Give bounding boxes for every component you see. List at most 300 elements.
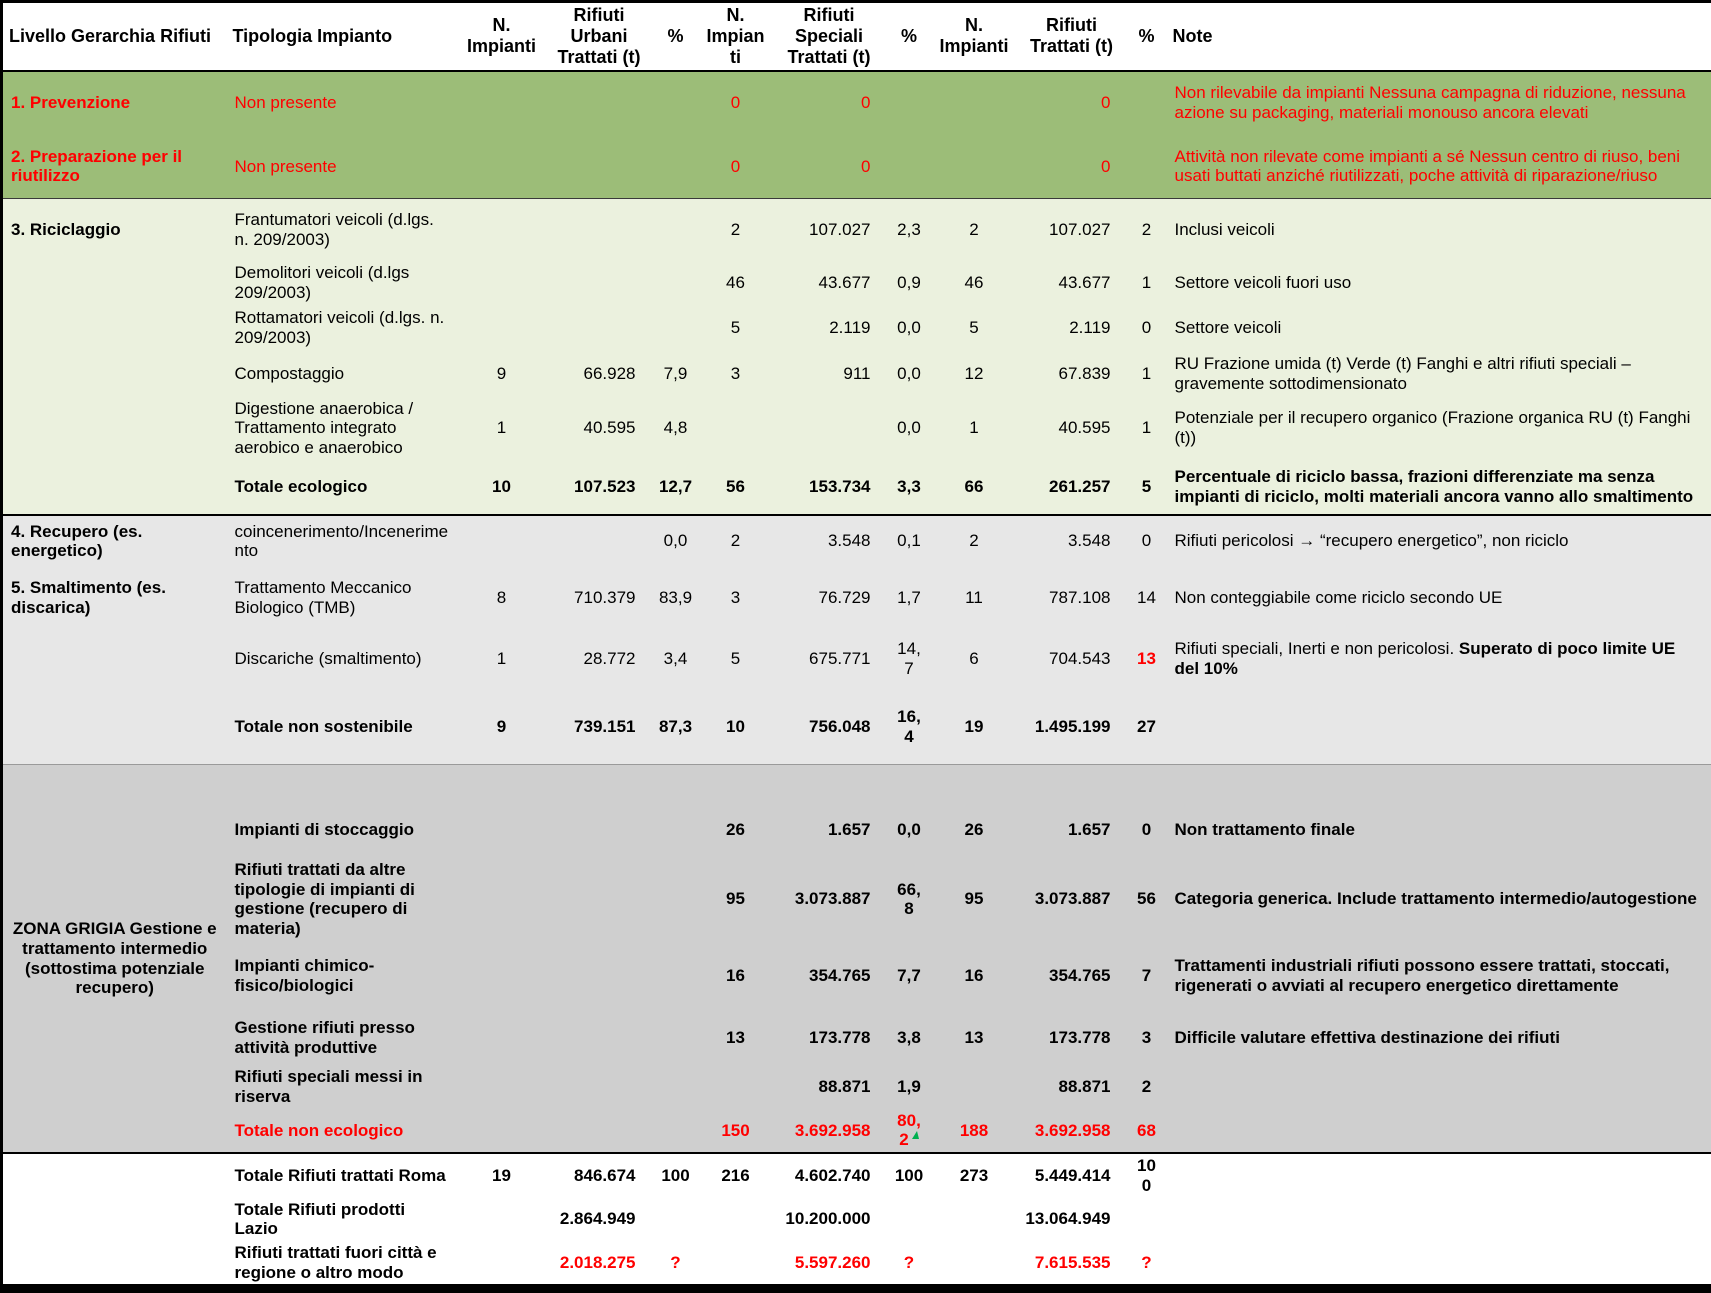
cell-text: 3.073.887: [795, 889, 871, 908]
cell-text: Rifiuti speciali, Inerti e non pericolosi.: [1175, 639, 1459, 658]
cell-n3: [932, 351, 1017, 397]
cell-tipologia: [227, 1011, 457, 1065]
cell-p2: [887, 1011, 932, 1065]
cell-text: RU Frazione umida (t) Verde (t) Fanghi e altri rifiuti speciali – gravemente sottodimensionato: [1175, 354, 1631, 393]
cell-text: 3,3: [897, 477, 921, 496]
cell-n2: [700, 351, 772, 397]
cell-speciali: [772, 1241, 887, 1289]
cell-text: Totale ecologico: [235, 477, 368, 496]
cell-trattati: [1017, 460, 1127, 515]
cell-p2: [887, 858, 932, 941]
cell-livello: [2, 629, 227, 689]
cell-text: 43.677: [1059, 273, 1111, 292]
cell-p3: [1127, 1065, 1167, 1109]
cell-text: 0: [861, 157, 870, 176]
cell-text: 150: [721, 1121, 749, 1140]
cell-p1: [652, 515, 700, 567]
cell-p2: [887, 941, 932, 1011]
cell-text: Gestione rifiuti presso attività produttive: [235, 1018, 415, 1057]
cell-text: 43.677: [819, 273, 871, 292]
cell-text: 1,7: [897, 588, 921, 607]
cell-note: [1167, 397, 1711, 460]
cell-speciali: [772, 765, 887, 803]
cell-n2: [700, 1065, 772, 1109]
cell-trattati: [1017, 941, 1127, 1011]
cell-speciali: [772, 397, 887, 460]
cell-urbani: [547, 460, 652, 515]
cell-note: [1167, 71, 1711, 135]
cell-text: 2: [1142, 1077, 1151, 1096]
cell-text: 87,3: [659, 717, 692, 736]
cell-text: 0: [1142, 318, 1151, 337]
cell-text: 2.119: [829, 318, 870, 337]
cell-n3: [932, 1241, 1017, 1289]
cell-n2: [700, 199, 772, 261]
cell-urbani: [547, 1065, 652, 1109]
cell-n1: [457, 1109, 547, 1153]
cell-speciali: [772, 1011, 887, 1065]
cell-tipologia: [227, 1198, 457, 1241]
cell-p3: [1127, 858, 1167, 941]
cell-text: 0,0: [897, 318, 921, 337]
cell-livello: [2, 199, 227, 261]
cell-text: Frantumatori veicoli (d.lgs. n. 209/2003): [235, 210, 434, 249]
cell-p2: [887, 1109, 932, 1153]
cell-note: [1167, 1011, 1711, 1065]
cell-speciali: [772, 135, 887, 199]
cell-p1: [652, 351, 700, 397]
cell-p1: [652, 305, 700, 351]
cell-text: 7,9: [664, 364, 688, 383]
cell-n2: [700, 71, 772, 135]
cell-livello: [2, 71, 227, 135]
column-header-n-impianti-urbani: N. Impianti: [457, 2, 547, 71]
cell-p3: [1127, 1241, 1167, 1289]
column-header-tipologia-impianto: Tipologia Impianto: [227, 2, 457, 71]
cell-tipologia: [227, 765, 457, 803]
table-row: [2, 1153, 1711, 1197]
table-row: [2, 765, 1711, 803]
cell-text: 26: [726, 820, 745, 839]
cell-p2: [887, 460, 932, 515]
cell-n1: [457, 199, 547, 261]
cell-text: 1: [497, 649, 506, 668]
cell-speciali: [772, 1065, 887, 1109]
cell-text: 19: [492, 1166, 511, 1185]
cell-p2: [887, 261, 932, 305]
cell-text: 19: [965, 717, 984, 736]
cell-n2: [700, 1241, 772, 1289]
cell-trattati: [1017, 199, 1127, 261]
cell-text: Compostaggio: [235, 364, 345, 383]
table-row: [2, 261, 1711, 305]
cell-n1: [457, 803, 547, 858]
cell-p3: [1127, 629, 1167, 689]
cell-text: 68: [1137, 1121, 1156, 1140]
cell-text: 3.692.958: [1035, 1121, 1111, 1140]
cell-p2: [887, 803, 932, 858]
cell-p3: [1127, 515, 1167, 567]
table-row: [2, 1241, 1711, 1289]
cell-note: [1167, 629, 1711, 689]
cell-text: 100: [1137, 1156, 1156, 1195]
cell-trattati: [1017, 765, 1127, 803]
cell-p1: [652, 1198, 700, 1241]
cell-p3: [1127, 305, 1167, 351]
cell-speciali: [772, 305, 887, 351]
cell-n3: [932, 858, 1017, 941]
cell-text: 5.449.414: [1035, 1166, 1111, 1185]
cell-n3: [932, 305, 1017, 351]
cell-p2: [887, 305, 932, 351]
cell-text: Non presente: [235, 157, 337, 176]
cell-tipologia: [227, 858, 457, 941]
cell-trattati: [1017, 1065, 1127, 1109]
cell-text: 88.871: [1059, 1077, 1111, 1096]
cell-urbani: [547, 135, 652, 199]
cell-p2: [887, 515, 932, 567]
cell-tipologia: [227, 629, 457, 689]
cell-p3: [1127, 135, 1167, 199]
cell-speciali: [772, 515, 887, 567]
column-header-rifiuti-speciali: Rifiuti Speciali Trattati (t): [772, 2, 887, 71]
cell-urbani: [547, 305, 652, 351]
cell-note: [1167, 261, 1711, 305]
cell-text: Settore veicoli fuori uso: [1175, 273, 1352, 292]
cell-text: 2: [969, 531, 978, 550]
cell-text: 0,9: [897, 273, 921, 292]
header-row: [2, 2, 1711, 71]
cell-text: 16,4: [897, 707, 921, 746]
cell-livello: [2, 765, 227, 1153]
cell-tipologia: [227, 460, 457, 515]
column-header-percent-speciali: %: [887, 2, 932, 71]
cell-note: [1167, 1241, 1711, 1289]
cell-text: 83,9: [659, 588, 692, 607]
cell-p2: [887, 567, 932, 629]
cell-text: 10: [726, 717, 745, 736]
cell-text: 3: [731, 588, 740, 607]
cell-text: 0: [1142, 820, 1151, 839]
cell-tipologia: [227, 351, 457, 397]
table-row: [2, 515, 1711, 567]
cell-text: Rifiuti trattati da altre tipologie di impianti di gestione (recupero di materia): [235, 860, 415, 938]
cell-p1: [652, 135, 700, 199]
cell-n2: [700, 1153, 772, 1197]
cell-text: 2: [969, 220, 978, 239]
cell-trattati: [1017, 397, 1127, 460]
cell-text: Trattamento Meccanico Biologico (TMB): [235, 578, 412, 617]
column-header-percent-totali: %: [1127, 2, 1167, 71]
cell-text: 56: [1137, 889, 1156, 908]
cell-text: 3.548: [1068, 531, 1111, 550]
cell-n3: [932, 1109, 1017, 1153]
cell-trattati: [1017, 803, 1127, 858]
cell-trattati: [1017, 261, 1127, 305]
column-header-n-impianti-speciali: N. Impianti: [700, 2, 772, 71]
cell-livello: [2, 305, 227, 351]
cell-text: 2: [1142, 220, 1151, 239]
cell-p1: [652, 629, 700, 689]
cell-text: Trattamenti industriali rifiuti possono essere trattati, stoccati, rigenerati o avviati al recupero energetico direttamente: [1175, 956, 1670, 995]
cell-urbani: [547, 858, 652, 941]
cell-text: 1: [969, 418, 978, 437]
cell-text: 14: [1137, 588, 1156, 607]
cell-p3: [1127, 765, 1167, 803]
cell-livello: [2, 567, 227, 629]
cell-text: 1.657: [1068, 820, 1111, 839]
cell-text: 188: [960, 1121, 988, 1140]
cell-tipologia: [227, 397, 457, 460]
cell-text: 5. Smaltimento (es. discarica): [11, 578, 166, 617]
cell-p3: [1127, 1109, 1167, 1153]
cell-text: 846.674: [574, 1166, 635, 1185]
cell-p1: [652, 941, 700, 1011]
cell-n3: [932, 71, 1017, 135]
cell-livello: [2, 351, 227, 397]
cell-note: [1167, 351, 1711, 397]
cell-text: 261.257: [1049, 477, 1110, 496]
cell-text: ?: [1141, 1253, 1151, 1272]
cell-text: 3.548: [828, 531, 871, 550]
cell-speciali: [772, 567, 887, 629]
cell-n2: [700, 858, 772, 941]
cell-text: 704.543: [1049, 649, 1110, 668]
cell-n2: [700, 1109, 772, 1153]
cell-text: 66: [965, 477, 984, 496]
cell-note: [1167, 460, 1711, 515]
cell-text: 5: [1142, 477, 1151, 496]
cell-note: [1167, 515, 1711, 567]
cell-n1: [457, 1065, 547, 1109]
cell-urbani: [547, 1109, 652, 1153]
cell-text: 0: [731, 93, 740, 112]
cell-text: 46: [726, 273, 745, 292]
cell-p2: [887, 1153, 932, 1197]
cell-text: 1.657: [828, 820, 871, 839]
cell-text: 0,0: [664, 531, 688, 550]
cell-text: coincenerimento/Incenerimento: [235, 522, 449, 561]
cell-text: 0: [1142, 531, 1151, 550]
cell-text: 8: [497, 588, 506, 607]
cell-n1: [457, 941, 547, 1011]
cell-text: 5: [731, 318, 740, 337]
cell-text: 1: [497, 418, 506, 437]
cell-text: 3.692.958: [795, 1121, 871, 1140]
cell-text: 1.495.199: [1035, 717, 1111, 736]
cell-tipologia: [227, 689, 457, 765]
cell-text: 16: [726, 966, 745, 985]
cell-n3: [932, 1011, 1017, 1065]
cell-text: 2. Preparazione per il riutilizzo: [11, 147, 182, 186]
cell-speciali: [772, 71, 887, 135]
cell-p1: [652, 1153, 700, 1197]
table-row: [2, 135, 1711, 199]
cell-p1: [652, 397, 700, 460]
cell-text: 3,4: [664, 649, 688, 668]
cell-n1: [457, 261, 547, 305]
cell-text: 0: [1101, 93, 1110, 112]
cell-tipologia: [227, 941, 457, 1011]
cell-urbani: [547, 941, 652, 1011]
cell-text: Non trattamento finale: [1175, 820, 1355, 839]
cell-p2: [887, 1241, 932, 1289]
cell-text: 7.615.535: [1035, 1253, 1111, 1272]
cell-text: Settore veicoli: [1175, 318, 1282, 337]
cell-p3: [1127, 689, 1167, 765]
cell-p2: [887, 71, 932, 135]
cell-p3: [1127, 1011, 1167, 1065]
cell-p2: [887, 689, 932, 765]
cell-text: 173.778: [1049, 1028, 1110, 1047]
cell-n2: [700, 629, 772, 689]
cell-trattati: [1017, 689, 1127, 765]
cell-n2: [700, 460, 772, 515]
cell-p1: [652, 1109, 700, 1153]
cell-text: 13: [965, 1028, 984, 1047]
cell-n1: [457, 1241, 547, 1289]
cell-speciali: [772, 1109, 887, 1153]
cell-n1: [457, 397, 547, 460]
cell-n3: [932, 765, 1017, 803]
table-row: [2, 1198, 1711, 1241]
cell-n3: [932, 1065, 1017, 1109]
cell-n3: [932, 567, 1017, 629]
cell-speciali: [772, 261, 887, 305]
table-row: [2, 71, 1711, 135]
cell-n1: [457, 1153, 547, 1197]
cell-text: 2: [731, 531, 740, 550]
cell-text: 76.729: [819, 588, 871, 607]
table-row: [2, 1065, 1711, 1109]
cell-n1: [457, 765, 547, 803]
table-row: [2, 1109, 1711, 1153]
cell-text: 100: [895, 1166, 923, 1185]
table-row: [2, 351, 1711, 397]
cell-text: Difficile valutare effettiva destinazione dei rifiuti: [1175, 1028, 1560, 1047]
cell-text: 11: [965, 588, 983, 607]
cell-text: 3: [1142, 1028, 1151, 1047]
cell-text: 273: [960, 1166, 988, 1185]
cell-n2: [700, 135, 772, 199]
cell-text: Totale Rifiuti prodotti Lazio: [235, 1200, 406, 1239]
cell-p1: [652, 858, 700, 941]
cell-p2: [887, 1198, 932, 1241]
cell-tipologia: [227, 515, 457, 567]
cell-n1: [457, 305, 547, 351]
cell-text: 95: [965, 889, 984, 908]
cell-text: 12: [965, 364, 984, 383]
cell-text: 3: [731, 364, 740, 383]
cell-text: 56: [726, 477, 745, 496]
table-row: [2, 305, 1711, 351]
cell-p2: [887, 135, 932, 199]
cell-text: 354.765: [1049, 966, 1110, 985]
cell-text: Rifiuti speciali messi in riserva: [235, 1067, 423, 1106]
cell-n1: [457, 71, 547, 135]
cell-urbani: [547, 629, 652, 689]
cell-livello: [2, 689, 227, 765]
cell-text: Non conteggiabile come riciclo secondo UE: [1175, 588, 1503, 607]
cell-tipologia: [227, 261, 457, 305]
cell-urbani: [547, 199, 652, 261]
cell-text: 13: [1137, 649, 1156, 668]
cell-speciali: [772, 941, 887, 1011]
cell-text: Totale Rifiuti trattati Roma: [235, 1166, 446, 1185]
cell-text-bold: Superato di poco limite UE del 10%: [1175, 639, 1676, 678]
cell-text: ?: [904, 1253, 914, 1272]
cell-trattati: [1017, 1109, 1127, 1153]
cell-note: [1167, 689, 1711, 765]
cell-text: 13.064.949: [1025, 1209, 1110, 1228]
cell-text: 354.765: [809, 966, 870, 985]
cell-text: 95: [726, 889, 745, 908]
cell-p3: [1127, 199, 1167, 261]
cell-p1: [652, 71, 700, 135]
cell-n3: [932, 941, 1017, 1011]
cell-text: 0,0: [897, 364, 921, 383]
cell-text: 88.871: [819, 1077, 871, 1096]
table-body: [2, 71, 1711, 1289]
cell-text: 787.108: [1049, 588, 1110, 607]
cell-urbani: [547, 1198, 652, 1241]
cell-n1: [457, 567, 547, 629]
cell-n3: [932, 460, 1017, 515]
cell-text: 2.018.275: [560, 1253, 636, 1272]
cell-p3: [1127, 803, 1167, 858]
cell-p2: [887, 199, 932, 261]
cell-note: [1167, 1153, 1711, 1197]
cell-urbani: [547, 515, 652, 567]
cell-speciali: [772, 803, 887, 858]
cell-p2: [887, 1065, 932, 1109]
cell-text: Categoria generica. Include trattamento intermedio/autogestione: [1175, 889, 1697, 908]
cell-text: Non presente: [235, 93, 337, 112]
cell-urbani: [547, 71, 652, 135]
cell-text: 756.048: [809, 717, 870, 736]
cell-note: [1167, 858, 1711, 941]
cell-text: 6: [969, 649, 978, 668]
cell-n1: [457, 460, 547, 515]
cell-text: 14,7: [897, 639, 921, 678]
cell-tipologia: [227, 1065, 457, 1109]
table-row: [2, 1011, 1711, 1065]
cell-n1: [457, 689, 547, 765]
cell-trattati: [1017, 858, 1127, 941]
cell-n2: [700, 941, 772, 1011]
cell-urbani: [547, 1011, 652, 1065]
cell-n2: [700, 1198, 772, 1241]
cell-n2: [700, 689, 772, 765]
cell-speciali: [772, 689, 887, 765]
cell-text: 12,7: [659, 477, 692, 496]
cell-text: 7,7: [897, 966, 921, 985]
cell-text: Attività non rilevate come impianti a sé Nessun centro di riuso, beni usati buttati anziché riutilizzati, poche attività di riparazione/riuso: [1175, 147, 1681, 186]
cell-speciali: [772, 199, 887, 261]
cell-text: 0: [861, 93, 870, 112]
cell-trattati: [1017, 1153, 1127, 1197]
cell-text: 4.602.740: [795, 1166, 871, 1185]
cell-text: 80,2: [897, 1111, 921, 1150]
cell-text: 1. Prevenzione: [11, 93, 130, 112]
cell-text: 0: [731, 157, 740, 176]
cell-tipologia: [227, 567, 457, 629]
column-header-percent-urbani: %: [652, 2, 700, 71]
table-row: [2, 567, 1711, 629]
cell-speciali: [772, 858, 887, 941]
cell-text: 66.928: [584, 364, 636, 383]
column-header-rifiuti-trattati: Rifiuti Trattati (t): [1017, 2, 1127, 71]
